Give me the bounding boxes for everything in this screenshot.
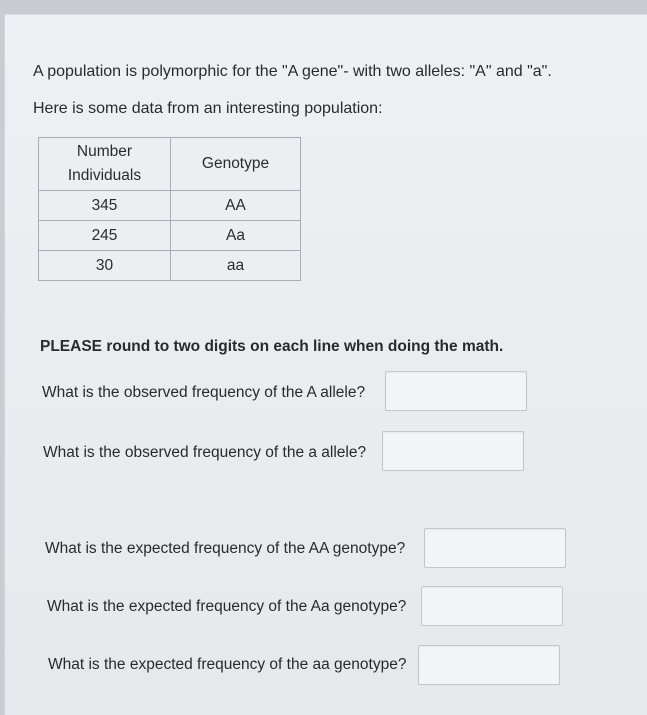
- cell-number: 245: [39, 221, 171, 251]
- question-label-Aa-genotype: What is the expected frequency of the Aa genotype?: [47, 598, 407, 615]
- answer-input-Aa-genotype[interactable]: [421, 586, 563, 626]
- genotype-table: [38, 137, 301, 281]
- header-genotype: Genotype: [171, 138, 301, 191]
- table-row: [39, 191, 301, 221]
- intro-text: A population is polymorphic for the "A gene"- with two alleles: "A" and "a".: [33, 63, 552, 80]
- question-label-AA-genotype: What is the expected frequency of the AA genotype?: [45, 540, 406, 557]
- question-label-a-allele: What is the observed frequency of the A allele?: [42, 384, 366, 401]
- table-header-row: [39, 138, 301, 191]
- table-row: [39, 251, 301, 281]
- question-label-aa-genotype: What is the expected frequency of the aa genotype?: [48, 656, 407, 673]
- cell-genotype: Aa: [171, 221, 301, 251]
- answer-input-a-lower-allele[interactable]: [382, 431, 524, 471]
- subintro-text: Here is some data from an interesting population:: [33, 100, 383, 117]
- answer-input-aa-genotype[interactable]: [418, 645, 560, 685]
- table-row: [39, 221, 301, 251]
- cell-number: 345: [39, 191, 171, 221]
- answer-input-a-allele[interactable]: [385, 371, 527, 411]
- header-number-line1: Number: [76, 143, 133, 160]
- question-label-a-lower-allele: What is the observed frequency of the a allele?: [43, 444, 367, 461]
- header-number-individuals: [39, 138, 171, 191]
- answer-input-AA-genotype[interactable]: [424, 528, 566, 568]
- cell-genotype: aa: [171, 251, 301, 281]
- instruction-text: PLEASE round to two digits on each line when doing the math.: [40, 338, 504, 355]
- cell-genotype: AA: [171, 191, 301, 221]
- header-number-line2: Individuals: [67, 167, 142, 184]
- cell-number: 30: [39, 251, 171, 281]
